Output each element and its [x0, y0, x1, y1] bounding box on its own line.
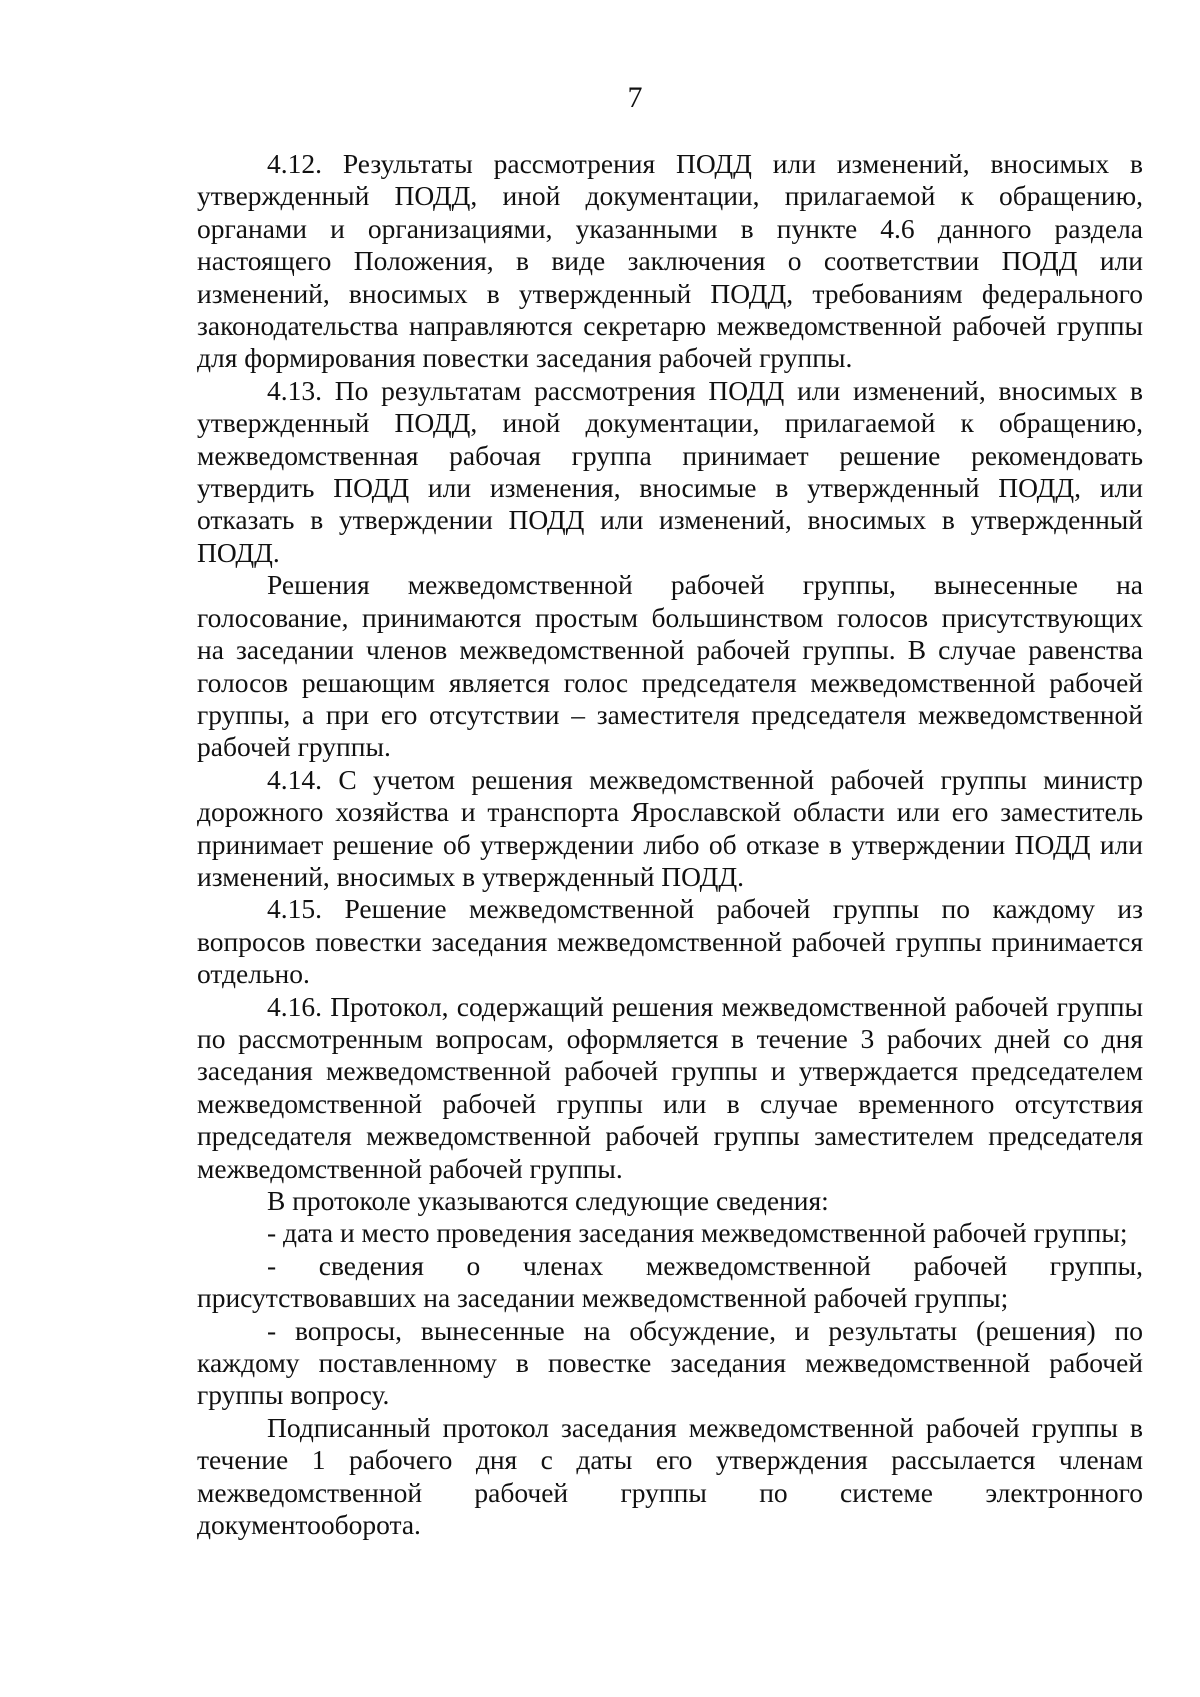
paragraph-4-14: 4.14. С учетом решения межведомственной рабочей группы министр дорожного хозяйства и транспорта Ярославской области или его заместитель принимает решение об утверждении либо об отказе в утверждении ПОДД или изменений, вносимых в утвержденный ПОДД.	[197, 763, 1143, 892]
document-body	[197, 148, 1143, 1541]
paragraph-protocol-intro: В протоколе указываются следующие сведения:	[267, 1185, 829, 1216]
paragraph-4-15: 4.15. Решение межведомственной рабочей группы по каждому из вопросов повестки заседания межведомственной рабочей группы принимается отдельно.	[197, 893, 1143, 990]
page-number: 7	[627, 81, 643, 114]
paragraph-signed-protocol: Подписанный протокол заседания межведомственной рабочей группы в течение 1 рабочего дня с даты его утверждения рассылается членам межведомственной рабочей группы по системе электронного документооборота.	[197, 1411, 1143, 1541]
list-item-questions: - вопросы, вынесенные на обсуждение, и результаты (решения) по каждому поставленному в повестке заседания межведомственной рабочей группы вопросу.	[197, 1314, 1143, 1411]
list-item-date-place: - дата и место проведения заседания межведомственной рабочей группы;	[267, 1217, 1128, 1249]
paragraph-voting-decisions: Решения межведомственной рабочей группы, вынесенные на голосование, принимаются простым большинством голосов присутствующих на заседании членов межведомственной рабочей группы. В случае равенства голосов решающим является голос председателя межведомственной рабочей группы, а при его отсутствии – заместителя председателя межведомственной рабочей группы.	[197, 569, 1143, 763]
paragraph-4-13: 4.13. По результатам рассмотрения ПОДД или изменений, вносимых в утвержденный ПОДД, иной документации, прилагаемой к обращению, межведомственная рабочая группа принимает решение рекомендовать утвердить ПОДД или изменения, вносимые в утвержденный ПОДД, или отказать в утверждении ПОДД или изменений, вносимых в утвержденный ПОДД.	[197, 374, 1143, 568]
paragraph-4-12: 4.12. Результаты рассмотрения ПОДД или изменений, вносимых в утвержденный ПОДД, иной документации, прилагаемой к обращению, органами и организациями, указанными в пункте 4.6 данного раздела настоящего Положения, в виде заключения о соответствии ПОДД или изменений, вносимых в утвержденный ПОДД, требованиям федерального законодательства направляются секретарю межведомственной рабочей группы для формирования повестки заседания рабочей группы.	[197, 148, 1143, 374]
paragraph-4-16: 4.16. Протокол, содержащий решения межведомственной рабочей группы по рассмотренным вопросам, оформляется в течение 3 рабочих дней со дня заседания межведомственной рабочей группы и утверждается председателем межведомственной рабочей группы или в случае временного отсутствия председателя межведомственной рабочей группы заместителем председателя межведомственной рабочей группы.	[197, 990, 1143, 1184]
list-item-members: - сведения о членах межведомственной рабочей группы, присутствовавших на заседании межведомственной рабочей группы;	[197, 1249, 1143, 1314]
